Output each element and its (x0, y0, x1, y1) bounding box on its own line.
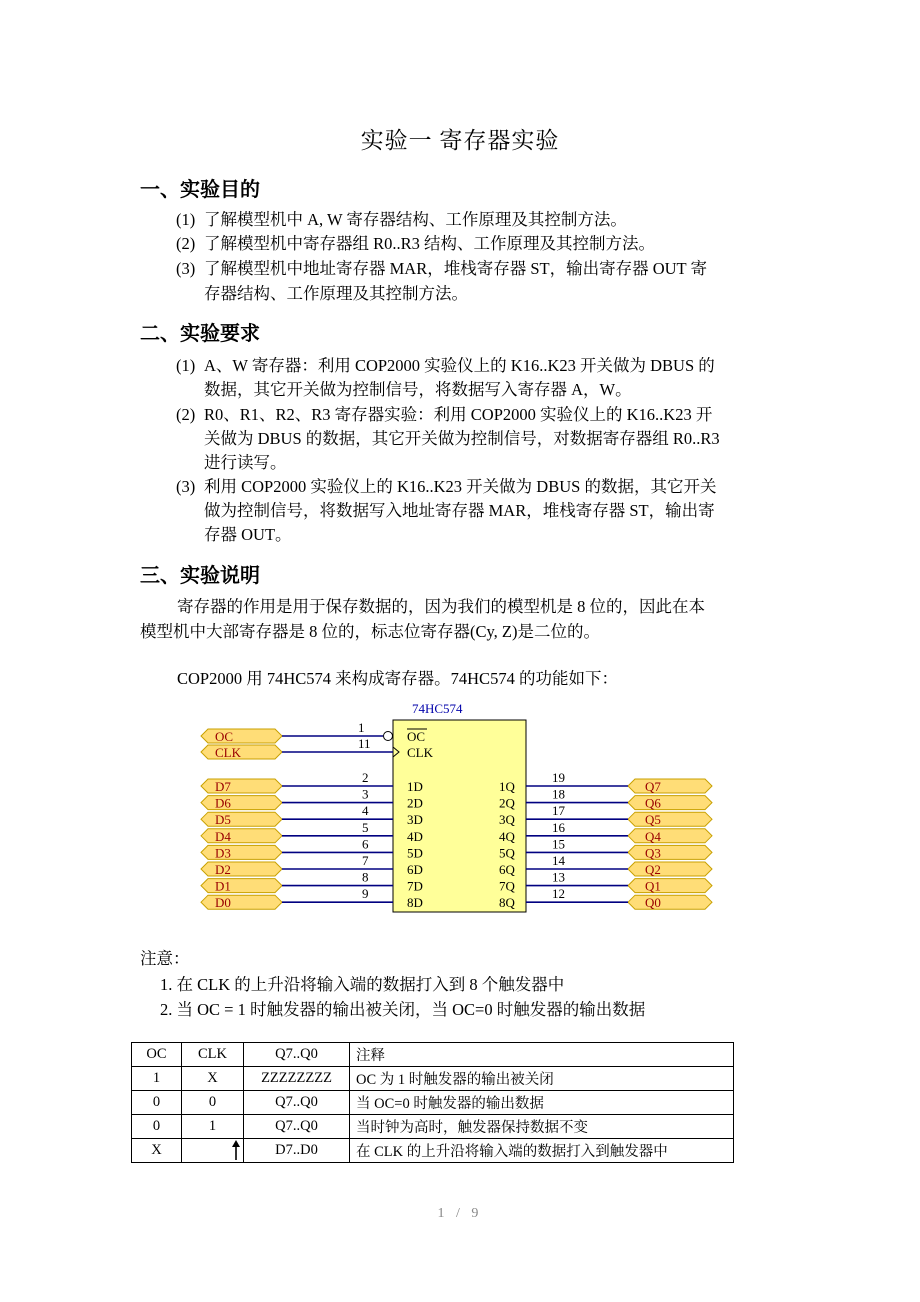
pin-number: 12 (552, 886, 565, 902)
table-cell: 在 CLK 的上升沿将输入端的数据打入到触发器中 (350, 1139, 734, 1163)
connector-label: Q0 (645, 895, 661, 911)
table-row (132, 1067, 734, 1091)
list-item: (1) A、W 寄存器：利用 COP2000 实验仪上的 K16..K23 开关做为 DBUS 的 (176, 356, 715, 375)
list-item-continuation: 存器结构、工作原理及其控制方法。 (204, 284, 468, 303)
connector-label: Q4 (645, 828, 661, 844)
table-cell: ZZZZZZZZ (244, 1067, 350, 1091)
list-item-continuation: 数据，其它开关做为控制信号，将数据写入寄存器 A，W。 (204, 380, 632, 399)
connector-label: D7 (215, 779, 231, 794)
chip-pin-label: 7D (407, 878, 423, 894)
pin-number: 15 (552, 836, 565, 852)
connector-label: CLK (215, 745, 241, 760)
pin-number: 18 (552, 786, 565, 802)
table-header: CLK (182, 1043, 244, 1067)
table-header: 注释 (350, 1043, 734, 1067)
input-connector (201, 829, 282, 843)
output-connector (628, 829, 712, 843)
table-cell-rising-edge (182, 1139, 244, 1163)
output-connector (628, 796, 712, 810)
connector-label: Q1 (645, 878, 661, 894)
table-cell: 当 OC=0 时触发器的输出数据 (350, 1091, 734, 1115)
notes-heading: 注意： (140, 949, 190, 968)
table-cell: OC 为 1 时触发器的输出被关闭 (350, 1067, 734, 1091)
connector-label: D2 (215, 862, 231, 877)
circuit-diagram-74hc574 (190, 698, 720, 918)
paragraph-line: COP2000 用 74HC574 来构成寄存器。74HC574 的功能如下： (177, 669, 618, 688)
note-item: 1. 在 CLK 的上升沿将输入端的数据打入到 8 个触发器中 (160, 975, 565, 994)
list-item: (2) R0、R1、R2、R3 寄存器实验：利用 COP2000 实验仪上的 K16..K23 开 (176, 405, 713, 424)
input-connector (201, 779, 282, 793)
output-connector (628, 862, 712, 876)
input-connector (201, 845, 282, 859)
connector-label: Q3 (645, 845, 661, 861)
pin-number: 1 (358, 720, 365, 735)
pin-number: 5 (362, 819, 369, 835)
pin-number: 4 (362, 803, 369, 819)
truth-table (131, 1042, 734, 1163)
list-item-continuation: 做为控制信号，将数据写入地址寄存器 MAR，堆栈寄存器 ST，输出寄 (204, 501, 715, 520)
note-item: 2. 当 OC = 1 时触发器的输出被关闭，当 OC=0 时触发器的输出数据 (160, 1000, 646, 1019)
output-connector (628, 812, 712, 826)
input-connector (201, 745, 282, 759)
chip-pin-label: OC (407, 729, 426, 744)
table-cell: 1 (182, 1115, 244, 1139)
connector-label: D5 (215, 812, 231, 828)
output-connector (628, 779, 712, 793)
input-connector (201, 812, 282, 826)
connector-label: Q6 (645, 795, 661, 811)
list-item-continuation: 进行读写。 (204, 453, 287, 472)
chip-pin-label: 5Q (499, 845, 515, 861)
table-cell: 0 (182, 1091, 244, 1115)
connector-label: D6 (215, 795, 231, 811)
chip-pin-label: 3Q (499, 812, 515, 828)
list-item: (1) 了解模型机中 A, W 寄存器结构、工作原理及其控制方法。 (176, 210, 627, 229)
chip-pin-label: 1Q (499, 779, 515, 794)
up-arrow-icon (230, 1139, 242, 1161)
connector-label: D3 (215, 845, 231, 861)
table-header: Q7..Q0 (244, 1043, 350, 1067)
table-cell: 0 (132, 1091, 182, 1115)
connector-label: OC (215, 729, 234, 744)
table-header-row (132, 1043, 734, 1067)
table-cell: Q7..Q0 (244, 1115, 350, 1139)
chip-pin-label: CLK (407, 745, 433, 760)
list-item-continuation: 存器 OUT。 (204, 525, 292, 544)
connector-label: Q7 (645, 779, 661, 794)
pin-number: 16 (552, 819, 565, 835)
connector-label: D4 (215, 828, 231, 844)
list-item-continuation: 关做为 DBUS 的数据，其它开关做为控制信号，对数据寄存器组 R0..R3 (204, 429, 720, 448)
chip-pin-label: 4D (407, 828, 423, 844)
input-connector (201, 879, 282, 893)
table-row (132, 1139, 734, 1163)
pin-number: 19 (552, 770, 565, 785)
output-connector (628, 879, 712, 893)
section-heading-requirements: 二、实验要求 (140, 321, 260, 345)
chip-title: 74HC574 (412, 701, 463, 716)
pin-number: 6 (362, 836, 369, 852)
pin-number: 2 (362, 770, 369, 785)
output-connector (628, 895, 712, 909)
table-cell: D7..D0 (244, 1139, 350, 1163)
list-item: (3) 利用 COP2000 实验仪上的 K16..K23 开关做为 DBUS 的数据，其它开关 (176, 477, 717, 496)
table-row (132, 1115, 734, 1139)
output-connector (628, 845, 712, 859)
table-header: OC (132, 1043, 182, 1067)
pin-number: 11 (358, 736, 371, 751)
pin-number: 3 (362, 786, 369, 802)
connector-label: D0 (215, 895, 231, 911)
chip-pin-label: 5D (407, 845, 423, 861)
circuit-svg (190, 698, 720, 918)
chip-pin-label: 8Q (499, 895, 515, 911)
pin-number: 9 (362, 886, 369, 902)
section-heading-objective: 一、实验目的 (140, 177, 260, 201)
page-number: 1 / 9 (437, 1206, 483, 1221)
list-item: (3) 了解模型机中地址寄存器 MAR，堆栈寄存器 ST，输出寄存器 OUT 寄 (176, 259, 707, 278)
table-cell: 0 (132, 1115, 182, 1139)
table-cell: 当时钟为高时，触发器保持数据不变 (350, 1115, 734, 1139)
chip-pin-label: 4Q (499, 828, 515, 844)
table-cell: Q7..Q0 (244, 1091, 350, 1115)
table-cell: X (182, 1067, 244, 1091)
table-cell: 1 (132, 1067, 182, 1091)
chip-pin-label: 8D (407, 895, 423, 911)
input-connector (201, 729, 282, 743)
chip-pin-label: 3D (407, 812, 423, 828)
connector-label: Q2 (645, 862, 661, 877)
chip-pin-label: 1D (407, 779, 423, 794)
pin-number: 8 (362, 869, 369, 885)
input-connector (201, 895, 282, 909)
paragraph-line: 寄存器的作用是用于保存数据的，因为我们的模型机是 8 位的，因此在本 (177, 597, 705, 616)
chip-pin-label: 6D (407, 862, 423, 877)
list-item: (2) 了解模型机中寄存器组 R0..R3 结构、工作原理及其控制方法。 (176, 234, 656, 253)
pin-number: 14 (552, 853, 565, 868)
connector-label: D1 (215, 878, 231, 894)
chip-pin-label: 6Q (499, 862, 515, 877)
table-row (132, 1091, 734, 1115)
paragraph-line: 模型机中大部寄存器是 8 位的，标志位寄存器(Cy, Z)是二位的。 (140, 622, 601, 641)
inversion-bubble (384, 732, 393, 741)
pin-number: 7 (362, 853, 369, 868)
chip-pin-label: 2D (407, 795, 423, 811)
pin-number: 17 (552, 803, 565, 819)
chip-pin-label: 2Q (499, 795, 515, 811)
chip-pin-label: 7Q (499, 878, 515, 894)
pin-number: 13 (552, 869, 565, 885)
input-connector (201, 862, 282, 876)
input-connector (201, 796, 282, 810)
table-cell: X (132, 1139, 182, 1163)
page-title: 实验一 寄存器实验 (360, 128, 560, 153)
section-heading-explanation: 三、实验说明 (140, 563, 260, 587)
connector-label: Q5 (645, 812, 661, 828)
